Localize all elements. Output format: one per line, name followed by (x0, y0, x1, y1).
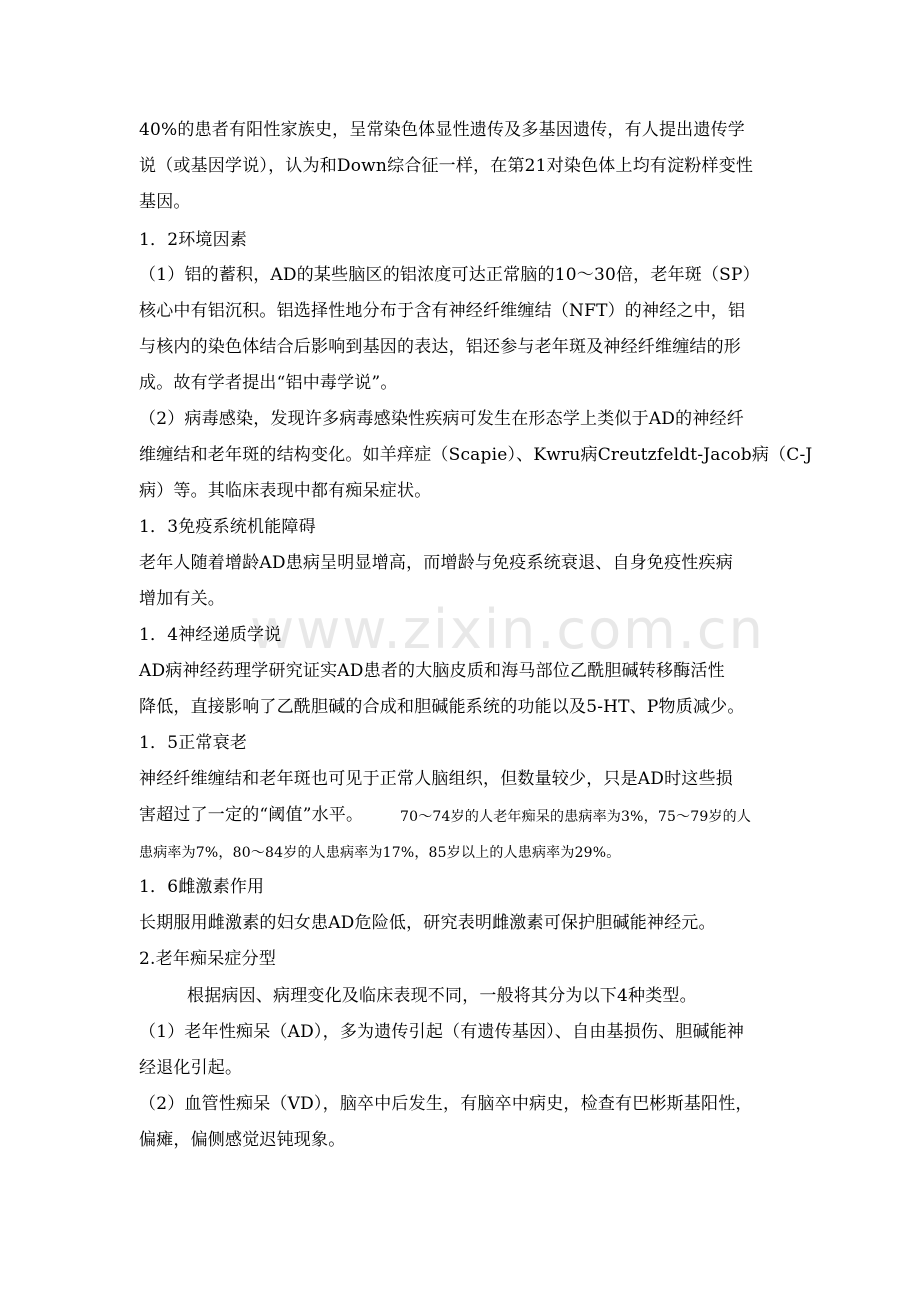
paragraph-line: 经退化引起。 (139, 1058, 243, 1078)
paragraph-line: 基因。 (139, 192, 191, 212)
paragraph-line: （1）老年性痴呆（AD），多为遗传引起（有遗传基因）、自由基损伤、胆碱能神 (139, 1022, 745, 1042)
paragraph-line-small: 70～74岁的人老年痴呆的患病率为3%，75～79岁的人 (400, 809, 752, 825)
paragraph-line: 与核内的染色体结合后影响到基因的表达，铝还参与老年斑及神经纤维缠结的形 (139, 337, 741, 357)
paragraph-line: 老年人随着增龄AD患病呈明显增高，而增龄与免疫系统衰退、自身免疫性疾病 (139, 553, 733, 573)
paragraph-line: AD病神经药理学研究证实AD患者的大脑皮质和海马部位乙酰胆碱转移酶活性 (139, 661, 725, 681)
chapter-heading: 2.老年痴呆症分型 (139, 949, 277, 969)
paragraph-line: 增加有关。 (139, 589, 225, 609)
section-heading: 1．6雌激素作用 (139, 877, 265, 897)
paragraph-line: （2）病毒感染，发现许多病毒感染性疾病可发生在形态学上类似于AD的神经纤 (139, 409, 744, 429)
section-heading: 1．2环境因素 (139, 230, 248, 250)
watermark: www.zixin.com.cn (250, 598, 765, 661)
section-heading: 1．4神经递质学说 (139, 625, 282, 645)
paragraph-line: 降低，直接影响了乙酰胆碱的合成和胆碱能系统的功能以及5-HT、P物质减少。 (139, 697, 745, 717)
paragraph-line: 偏瘫，偏侧感觉迟钝现象。 (139, 1130, 346, 1150)
paragraph-line: 病）等。其临床表现中都有痴呆症状。 (139, 481, 432, 501)
paragraph-line: 长期服用雌激素的妇女患AD危险低，研究表明雌激素可保护胆碱能神经元。 (139, 913, 716, 933)
section-heading: 1．3免疫系统机能障碍 (139, 517, 316, 537)
paragraph-line-small: 患病率为7%，80～84岁的人患病率为17%，85岁以上的人患病率为29%。 (139, 845, 621, 861)
paragraph-line: （1）铝的蓄积，AD的某些脑区的铝浓度可达正常脑的10～30倍，老年斑（SP） (139, 265, 760, 285)
paragraph-line: 神经纤维缠结和老年斑也可见于正常人脑组织，但数量较少，只是AD时这些损 (139, 769, 733, 789)
paragraph-line: 核心中有铝沉积。铝选择性地分布于含有神经纤维缠结（NFT）的神经之中，铝 (139, 301, 746, 321)
paragraph-line: 维缠结和老年斑的结构变化。如羊痒症（Scapie）、Kwru病Creutzfeldt-Jacob病（C-J (139, 445, 813, 465)
paragraph-line: 根据病因、病理变化及临床表现不同，一般将其分为以下4种类型。 (187, 986, 697, 1006)
paragraph-line: 成。故有学者提出“铝中毒学说”。 (139, 373, 398, 393)
paragraph-line: 40%的患者有阳性家族史，呈常染色体显性遗传及多基因遗传，有人提出遗传学 (139, 120, 745, 140)
paragraph-line: 害超过了一定的“阈值”水平。 (139, 805, 364, 825)
paragraph-line: 说（或基因学说），认为和Down综合征一样，在第21对染色体上均有淀粉样变性 (139, 156, 754, 176)
section-heading: 1．5正常衰老 (139, 733, 248, 753)
paragraph-line: （2）血管性痴呆（VD），脑卒中后发生，有脑卒中病史，检查有巴彬斯基阳性， (139, 1094, 753, 1114)
